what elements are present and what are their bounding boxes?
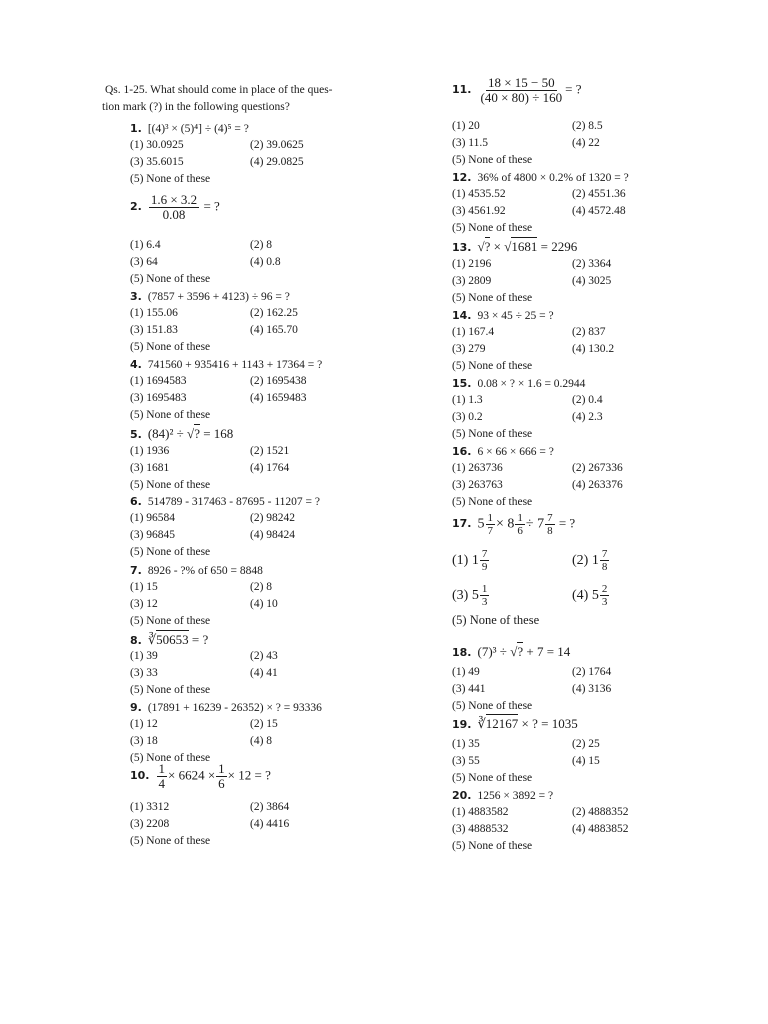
question-7 <box>130 562 263 580</box>
question-stem-b: + 7 = 14 <box>523 644 571 659</box>
fraction-numerator: 1 <box>158 761 165 776</box>
option-5: (5) None of these <box>130 752 211 764</box>
option-2: (2) 837 <box>572 326 606 338</box>
option-3: (3) 441 <box>452 683 486 695</box>
option-5: (5) None of these <box>130 409 211 421</box>
option-4: (4) 165.70 <box>250 324 298 336</box>
whole-part: 5 <box>477 517 485 532</box>
radicand: 12167 <box>485 716 519 731</box>
question-number: 4. <box>130 358 142 371</box>
option-whole: (1) 1 <box>452 552 479 568</box>
option-5: (5) None of these <box>452 840 533 852</box>
cube-root-sign: ∛ <box>477 716 486 731</box>
options-6 <box>130 510 370 561</box>
question-number: 7. <box>130 564 142 577</box>
question-2 <box>130 193 220 222</box>
option-whole: (4) 5 <box>572 587 599 603</box>
option-1: (1) 15 <box>130 581 158 593</box>
fraction-denominator: 3 <box>601 596 608 608</box>
option-3: (3) 1695483 <box>130 392 187 404</box>
question-number: 19. <box>452 718 472 731</box>
question-stem: 93 × 45 ÷ 25 = ? <box>477 310 554 322</box>
question-20 <box>452 787 553 805</box>
question-tail: = ? <box>565 81 582 97</box>
question-number: 3. <box>130 290 142 303</box>
question-13: 13. √? × √1681 = 2296 <box>452 239 578 254</box>
option-4: (4) 0.8 <box>250 256 281 268</box>
option-5: (5) None of these <box>130 615 211 627</box>
option-2: (2) 1764 <box>572 666 612 678</box>
option-1: (1) 39 <box>130 650 158 662</box>
option-4: (4) 8 <box>250 735 273 747</box>
option-1: (1) 1.3 <box>452 394 483 406</box>
option-1: (1) 12 <box>130 718 158 730</box>
option-3: (3) 0.2 <box>452 411 483 423</box>
question-1 <box>130 120 249 138</box>
option-5: (5) None of these <box>130 684 211 696</box>
option-2 <box>572 548 682 573</box>
fraction-numerator: 1 <box>481 583 488 595</box>
option-5: (5) None of these <box>452 154 533 166</box>
option-1: (1) 263736 <box>452 462 503 474</box>
question-stem-b: = ? <box>188 632 209 647</box>
question-4 <box>130 356 322 374</box>
question-stem: 8926 - ?% of 650 = 8848 <box>147 565 263 577</box>
option-5: (5) None of these <box>130 835 211 847</box>
option-1: (1) 49 <box>452 666 480 678</box>
question-15 <box>452 375 585 393</box>
question-number: 17. <box>452 517 472 531</box>
option-2: (2) 3364 <box>572 258 612 270</box>
option-1: (1) 6.4 <box>130 239 161 251</box>
question-tail: × 12 = ? <box>227 767 271 783</box>
question-8 <box>130 631 208 649</box>
question-5: 5. (84)² ÷ √? = 168 <box>130 426 234 441</box>
option-1: (1) 96584 <box>130 512 176 524</box>
question-stem: (17891 + 16239 - 26352) × ? = 93336 <box>147 702 322 714</box>
option-3: (3) 2809 <box>452 275 492 287</box>
question-number: 15. <box>452 377 472 390</box>
option-3: (3) 64 <box>130 256 158 268</box>
option-2: (2) 8 <box>250 239 273 251</box>
fraction-denominator: 8 <box>547 525 553 537</box>
question-number: 11. <box>452 83 472 97</box>
option-5: (5) None of these <box>452 428 533 440</box>
option-5: (5) None of these <box>130 479 211 491</box>
options-19 <box>452 736 682 787</box>
option-2: (2) 3864 <box>250 801 290 813</box>
options-10 <box>130 799 370 850</box>
option-4: (4) 98424 <box>250 529 296 541</box>
options-8 <box>130 648 370 699</box>
question-stem: 1256 × 3892 = ? <box>477 790 554 802</box>
question-stem: 6 × 66 × 666 = ? <box>477 446 554 458</box>
options-5 <box>130 443 370 494</box>
question-number: 10. <box>130 769 150 783</box>
question-11 <box>452 76 581 105</box>
option-3: (3) 4888532 <box>452 823 509 835</box>
option-5: (5) None of these <box>130 341 211 353</box>
question-number: 20. <box>452 789 472 802</box>
fraction-denominator: 6 <box>218 776 225 791</box>
options-11 <box>452 118 682 169</box>
fraction-denominator: 6 <box>517 525 523 537</box>
question-10 <box>130 762 271 791</box>
fraction-numerator: 18 × 15 − 50 <box>487 75 555 90</box>
option-3: (3) 2208 <box>130 818 170 830</box>
question-6 <box>130 493 320 511</box>
option-1: (1) 1694583 <box>130 375 187 387</box>
fraction-numerator: 2 <box>601 583 608 595</box>
option-1: (1) 1936 <box>130 445 170 457</box>
question-number: 13. <box>452 241 472 254</box>
option-3: (3) 12 <box>130 598 158 610</box>
options-14 <box>452 324 682 375</box>
option-5: (5) None of these <box>452 772 533 784</box>
option-2: (2) 25 <box>572 738 600 750</box>
option-1: (1) 2196 <box>452 258 492 270</box>
question-number: 18. <box>452 646 472 659</box>
question-tail: = ? <box>203 198 220 214</box>
option-2: (2) 267336 <box>572 462 623 474</box>
fraction-denominator: 0.08 <box>162 207 186 222</box>
question-12 <box>452 169 629 187</box>
question-stem: 514789 - 317463 - 87695 - 11207 = ? <box>147 496 320 508</box>
option-5: (5) None of these <box>130 546 211 558</box>
question-16 <box>452 443 554 461</box>
question-stem: (7857 + 3596 + 4123) ÷ 96 = ? <box>147 291 290 303</box>
option-2: (2) 1695438 <box>250 375 307 387</box>
option-2: (2) 4888352 <box>572 806 629 818</box>
option-3 <box>452 583 572 608</box>
fraction-numerator: 1.6 × 3.2 <box>150 192 198 207</box>
question-mid: × <box>490 239 505 254</box>
option-5: (5) None of these <box>452 360 533 372</box>
question-stem-a: (84)² ÷ <box>147 426 188 441</box>
option-4: (4) 10 <box>250 598 278 610</box>
question-stem: 741560 + 935416 + 1143 + 17364 = ? <box>147 359 323 371</box>
option-3: (3) 96845 <box>130 529 176 541</box>
option-3: (3) 1681 <box>130 462 170 474</box>
option-whole: (2) 1 <box>572 552 599 568</box>
option-5: (5) None of these <box>130 273 211 285</box>
option-4: (4) 4416 <box>250 818 290 830</box>
option-3: (3) 35.6015 <box>130 156 184 168</box>
radicand-2: 1681 <box>511 239 538 254</box>
options-3 <box>130 305 370 356</box>
options-2 <box>130 237 370 288</box>
question-number: 1. <box>130 122 142 135</box>
instructions <box>102 82 405 116</box>
question-mid: × 6624 × <box>168 767 216 783</box>
option-3: (3) 279 <box>452 343 486 355</box>
fraction-denominator: 7 <box>487 525 493 537</box>
option-4 <box>572 583 682 608</box>
option-4: (4) 4572.48 <box>572 205 626 217</box>
option-4: (4) 130.2 <box>572 343 615 355</box>
option-4: (4) 29.0825 <box>250 156 304 168</box>
question-stem-b: × ? = 1035 <box>518 716 578 731</box>
fraction-numerator: 1 <box>487 512 493 524</box>
options-18 <box>452 664 682 715</box>
radicand: ? <box>517 644 524 659</box>
option-2: (2) 15 <box>250 718 278 730</box>
instructions-line-2: tion mark (?) in the following questions? <box>102 101 290 113</box>
whole-part: × 8 <box>496 517 515 532</box>
question-stem-a: (7)³ ÷ <box>477 644 511 659</box>
fraction-denominator: (40 × 80) ÷ 160 <box>480 90 563 105</box>
options-17 <box>452 548 682 629</box>
question-stem-b: = 168 <box>199 426 234 441</box>
fraction-numerator: 7 <box>601 548 608 560</box>
options-7 <box>130 579 370 630</box>
option-4: (4) 1764 <box>250 462 290 474</box>
fraction-denominator: 3 <box>481 596 488 608</box>
options-9 <box>130 716 370 767</box>
fraction-denominator: 9 <box>481 561 488 573</box>
option-5: (5) None of these <box>452 496 533 508</box>
fraction-numerator: 1 <box>517 512 523 524</box>
option-2: (2) 0.4 <box>572 394 603 406</box>
options-15 <box>452 392 682 443</box>
question-14 <box>452 307 554 325</box>
option-2: (2) 8 <box>250 581 273 593</box>
option-2: (2) 4551.36 <box>572 188 626 200</box>
option-1: (1) 167.4 <box>452 326 495 338</box>
question-number: 5. <box>130 428 142 441</box>
radicand-1: ? <box>484 239 491 254</box>
fraction-numerator: 7 <box>547 512 553 524</box>
question-stem: 36% of 4800 × 0.2% of 1320 = ? <box>477 172 629 184</box>
question-stem: [(4)³ × (5)⁴] ÷ (4)⁵ = ? <box>147 123 249 135</box>
question-number: 2. <box>130 200 142 214</box>
question-number: 16. <box>452 445 472 458</box>
options-1 <box>130 137 370 188</box>
option-1: (1) 4883582 <box>452 806 509 818</box>
fraction-denominator: 4 <box>158 776 165 791</box>
question-9 <box>130 699 322 717</box>
option-2: (2) 8.5 <box>572 120 603 132</box>
option-2: (2) 43 <box>250 650 278 662</box>
option-4: (4) 3136 <box>572 683 612 695</box>
question-tail: = ? <box>558 515 576 531</box>
option-3: (3) 33 <box>130 667 158 679</box>
question-number: 6. <box>130 495 142 508</box>
fraction-numerator: 1 <box>218 761 225 776</box>
option-3: (3) 151.83 <box>130 324 178 336</box>
option-4: (4) 22 <box>572 137 600 149</box>
question-stem: 0.08 × ? × 1.6 = 0.2944 <box>477 378 586 390</box>
question-number: 8. <box>130 634 142 647</box>
fraction-numerator: 7 <box>481 548 488 560</box>
question-tail: = 2296 <box>537 239 578 254</box>
options-20 <box>452 804 682 855</box>
option-4: (4) 263376 <box>572 479 623 491</box>
option-4: (4) 41 <box>250 667 278 679</box>
option-4: (4) 3025 <box>572 275 612 287</box>
option-2: (2) 39.0625 <box>250 139 304 151</box>
question-number: 12. <box>452 171 472 184</box>
whole-part: ÷ 7 <box>525 517 545 532</box>
option-1: (1) 4535.52 <box>452 188 506 200</box>
question-18: 18. (7)³ ÷ √? + 7 = 14 <box>452 644 571 659</box>
question-17 <box>452 512 575 537</box>
option-2: (2) 162.25 <box>250 307 298 319</box>
question-number: 14. <box>452 309 472 322</box>
option-1: (1) 35 <box>452 738 480 750</box>
option-2: (2) 98242 <box>250 512 296 524</box>
fraction-denominator: 8 <box>601 561 608 573</box>
option-1: (1) 30.0925 <box>130 139 184 151</box>
option-1: (1) 3312 <box>130 801 170 813</box>
options-12 <box>452 186 682 237</box>
instructions-line-1: Qs. 1-25. What should come in place of the ques- <box>105 84 333 96</box>
option-5: (5) None of these <box>452 613 540 627</box>
option-5: (5) None of these <box>130 173 211 185</box>
option-1: (1) 20 <box>452 120 480 132</box>
option-4: (4) 1659483 <box>250 392 307 404</box>
option-3: (3) 55 <box>452 755 480 767</box>
option-3: (3) 18 <box>130 735 158 747</box>
option-5: (5) None of these <box>452 222 533 234</box>
option-3: (3) 11.5 <box>452 137 488 149</box>
options-13 <box>452 256 682 307</box>
option-whole: (3) 5 <box>452 587 479 603</box>
option-4: (4) 15 <box>572 755 600 767</box>
option-5: (5) None of these <box>452 700 533 712</box>
option-2: (2) 1521 <box>250 445 290 457</box>
radicand: 50653 <box>156 632 189 647</box>
options-4 <box>130 373 370 424</box>
option-3: (3) 4561.92 <box>452 205 506 217</box>
option-1: (1) 155.06 <box>130 307 178 319</box>
radicand: ? <box>194 426 200 441</box>
question-3 <box>130 288 290 306</box>
option-5: (5) None of these <box>452 292 533 304</box>
question-number: 9. <box>130 701 142 714</box>
options-16 <box>452 460 682 511</box>
question-19 <box>452 715 578 733</box>
option-4: (4) 4883852 <box>572 823 629 835</box>
cube-root-sign: ∛ <box>147 632 157 647</box>
option-1 <box>452 548 572 573</box>
option-3: (3) 263763 <box>452 479 503 491</box>
option-4: (4) 2.3 <box>572 411 603 423</box>
